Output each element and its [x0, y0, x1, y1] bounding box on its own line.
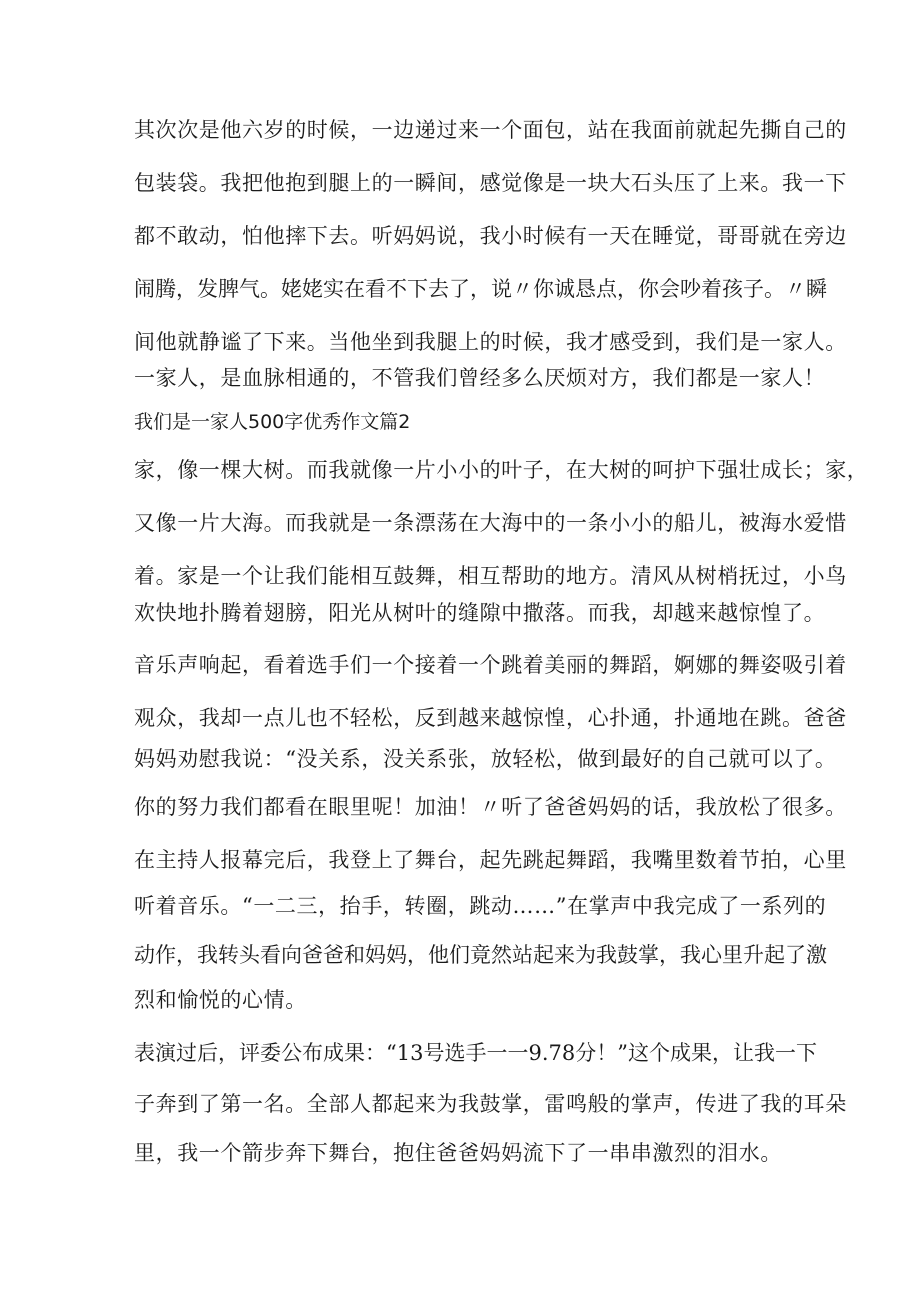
text-line: 子奔到了第一名。全部人都起来为我鼓掌，雷鸣般的掌声，传进了我的耳朵: [134, 1092, 847, 1116]
text-line: 妈妈劝慰我说：“没关系，没关系张，放轻松，做到最好的自己就可以了。: [134, 747, 837, 771]
text-line: 动作，我转头看向爸爸和妈妈，他们竟然站起来为我鼓掌，我心里升起了激: [134, 943, 827, 967]
text-line: 一家人，是血脉相通的，不管我们曾经多么厌烦对方，我们都是一家人！: [134, 366, 826, 390]
text-line: 其次次是他六岁的时候，一边递过来一个面包，站在我面前就起先撕自己的: [134, 118, 847, 142]
text-line: 欢快地扑腾着翅膀，阳光从树叶的缝隙中撒落。而我，却越来越惊惶了。: [134, 601, 826, 625]
text-line: 闹腾，发脾气。姥姥实在看不下去了，说〃你诚恳点，你会吵着孩子。〃瞬: [134, 277, 827, 301]
text-line: 都不敢动，怕他摔下去。听妈妈说，我小时候有一天在睡觉，哥哥就在旁边: [134, 224, 847, 248]
text-line: 观众，我却一点儿也不轻松，反到越来越惊惶，心扑通，扑通地在跳。爸爸: [134, 706, 847, 730]
text-line: 在主持人报幕完后，我登上了舞台，起先跳起舞蹈，我嘴里数着节拍，心里: [134, 848, 847, 872]
text-line: 着。家是一个让我们能相互鼓舞，相互帮助的地方。清风从树梢抚过，小鸟: [134, 564, 847, 588]
text-line: 又像一片大海。而我就是一条漂荡在大海中的一条小小的船儿，被海水爱惜: [134, 511, 847, 535]
text-line: 你的努力我们都看在眼里呢！加油！〃听了爸爸妈妈的话，我放松了很多。: [134, 795, 847, 819]
text-line: 包装袋。我把他抱到腿上的一瞬间，感觉像是一块大石头压了上来。我一下: [134, 171, 847, 195]
text-line: 烈和愉悦的心情。: [134, 988, 307, 1012]
text-line: 表演过后，评委公布成果：“13号选手一一9.78分！”这个成果，让我一下: [134, 1041, 817, 1065]
text-line: 音乐声响起，看着选手们一个接着一个跳着美丽的舞蹈，婀娜的舞姿吸引着: [134, 653, 847, 677]
text-line: 听着音乐。“一二三，抬手，转圈，跳动……”在掌声中我完成了一系列的: [134, 894, 827, 918]
text-line: 间他就静谧了下来。当他坐到我腿上的时候，我才感受到，我们是一家人。: [134, 330, 847, 354]
text-line: 家，像一棵大树。而我就像一片小小的叶子，在大树的呵护下强壮成长；家，: [134, 458, 869, 482]
section-heading: 我们是一家人500字优秀作文篇2: [134, 411, 411, 433]
text-line: 里，我一个箭步奔下舞台，抱住爸爸妈妈流下了一串串激烈的泪水。: [134, 1141, 782, 1165]
